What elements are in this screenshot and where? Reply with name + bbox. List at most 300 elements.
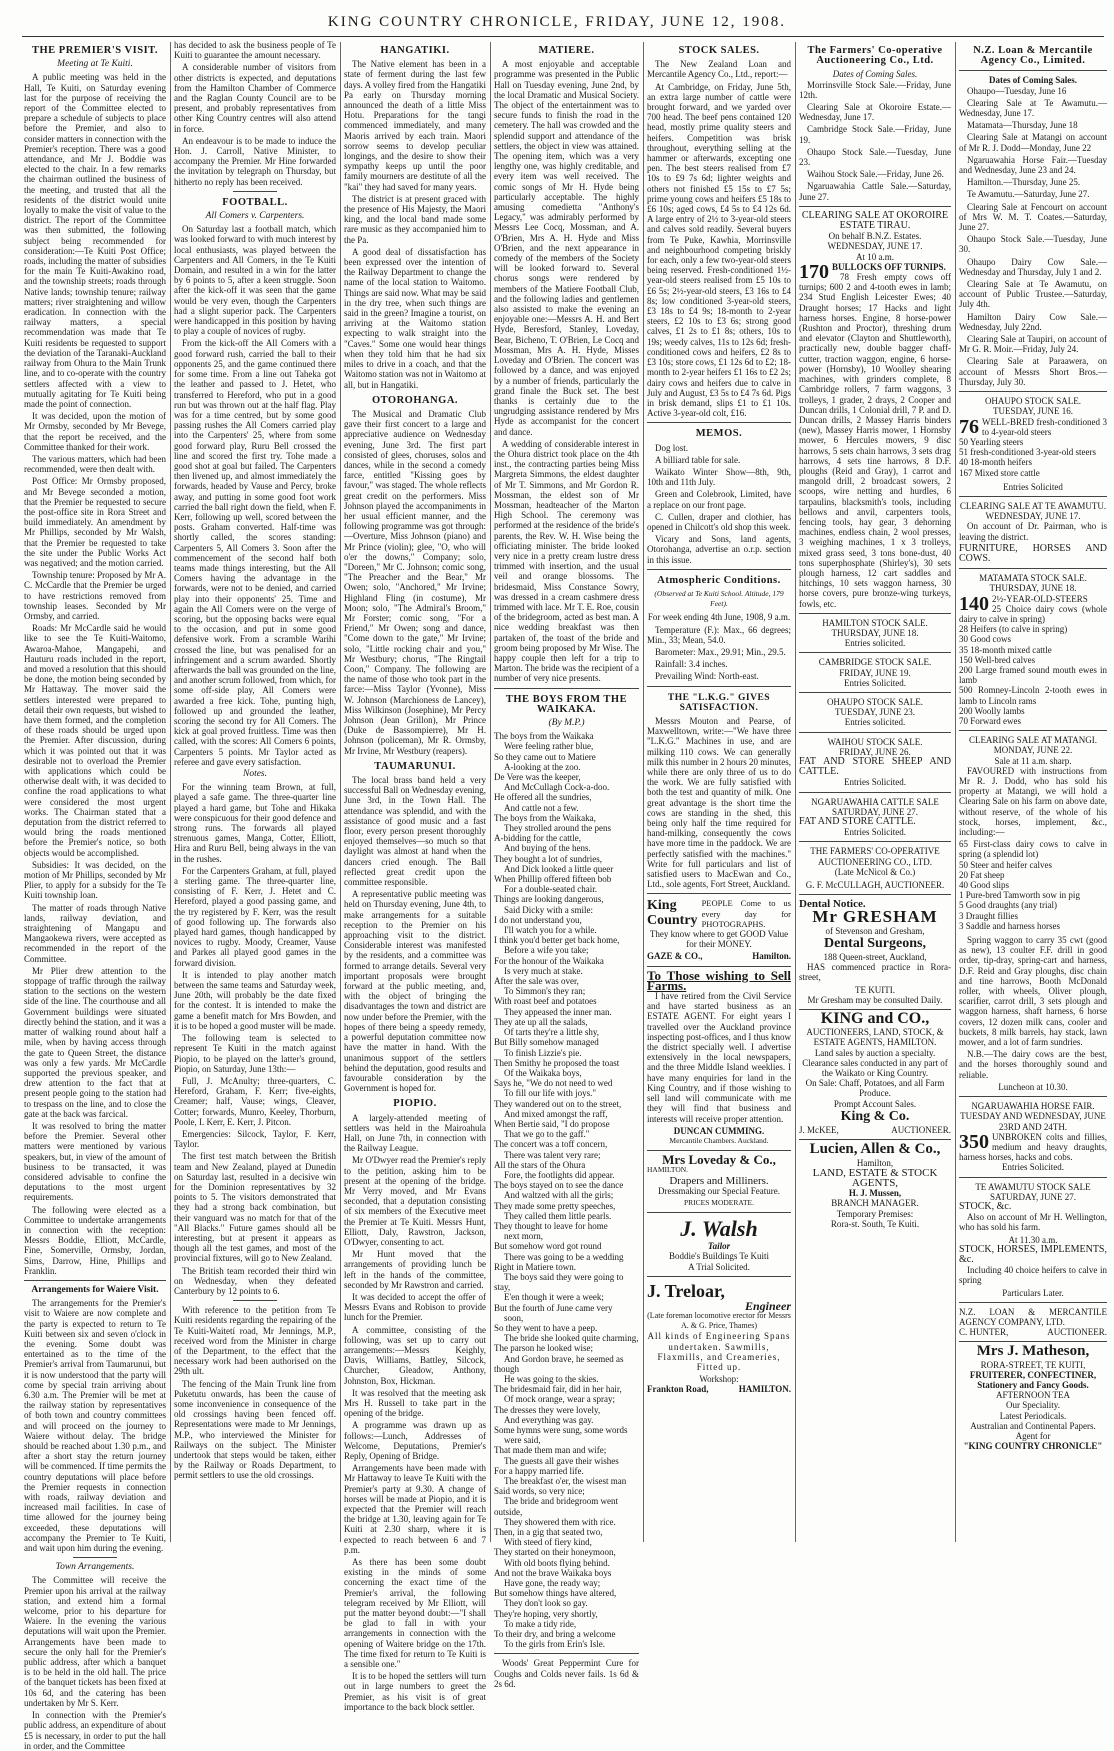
poem-line: The bride and bridegroom went (504, 1496, 618, 1507)
sale-item: STOCK, HORSES, IMPLEMENTS, &c. (959, 1243, 1107, 1265)
ad-text: HAS commenced practice in Rora-street, (799, 962, 951, 983)
lot-item: 70 Forward ewes (959, 715, 1021, 726)
memo-item: Green and Colebrook, Limited, have a replace on our front page. (647, 489, 791, 510)
sale-heading: CLEARING SALE AT OKOROIRE ESTATE TIRAU. (801, 209, 949, 232)
sale-item: FAT AND STORE SHEEP AND CATTLE. (799, 756, 951, 778)
separator (647, 422, 791, 423)
paragraph: It is to be hoped the settlers will turn out in large numbers to greet the Premier, as his visit is of great importance to the back block settler. (344, 1671, 486, 1712)
sale-date: Clearing Sale at Matangi on account of Mr R. J. Dodd—Monday, June 22 (959, 132, 1107, 153)
sale-entries: Entries solicited. (844, 717, 906, 728)
separator (647, 966, 791, 967)
poem-line: For the honour of the Waikaka (494, 955, 604, 966)
sale-date: THURSDAY, JUNE 18. (989, 583, 1077, 594)
separator (959, 568, 1107, 569)
poem-line: And McCullagh Cock-a-doo. (504, 782, 610, 793)
sale-date: FRIDAY, JUNE 19. (839, 667, 911, 678)
article-heading: MATIERE. (538, 45, 595, 56)
ad-headline: J. Walsh (680, 1216, 758, 1242)
separator (233, 1300, 277, 1301)
ad-headline: Country (647, 913, 698, 929)
section-heading: Notes. (242, 769, 267, 780)
lot-number: 170 (799, 260, 829, 283)
paragraph: A public meeting was held in the Hall, Te Kuiti, on Saturday evening last for the purpose of receiving the report of the Committee elected to prepare a schedule of subjects to place before the Premier, and also to consider matters in connection with the Premier's reception. There was a good attendance, and Mr J. Boddie was elected to the chair. In a few remarks the chairman outlined the business of the meeting, and trusted that all the residents of the district would unite loyally to make the visit of value to the district. The report of the Committee was then submitted, the following subject being recommended for consideration:—Te Kuiti Post Office; roads, including the matter of subsidies for the main Te Kuiti-Awakino road, and the township streets; roads through Native lands; township tenure; railway matters; river straightening and willow eradication. In connection with the railway matters, a special recommendation was made that Te Kuiti residents be requested to support the deviation of the Taranaki-Auckland railway from Ohura to the Main Trunk line, and to co-operate with the country settlers affected with a view to mutually agitating for Te Kuiti being made the point of connection. (24, 72, 166, 409)
sale-heading: HAMILTON STOCK SALE. (822, 617, 928, 628)
company-name: THE FARMERS' CO-OPERATIVE AUCTIONEERING CO., LTD. (810, 846, 940, 867)
separator (24, 1280, 166, 1281)
sale-heading: OHAUPO STOCK SALE. (826, 696, 924, 707)
ad-place: Hamilton. (752, 951, 791, 962)
paragraph: It was resolved that the meeting ask Mrs H. Russell to take part in the opening of the bridge. (344, 1387, 486, 1419)
column-divider (490, 42, 491, 1542)
ad-text: All kinds of Engineering Spans undertaken. Sawmills, Flaxmills, and Creameries, Fitted up. (647, 1331, 791, 1372)
paragraph: Mr O'Dwyer read the Premier's reply to the petition, asking him to be present at the opening of the bridge. Mr Verry moved, and Mr Evans seconded, that a deputation consisting of six members of the Executive meet the Premier at Te Kuiti. Messrs Hunt, Elliott, Daly, Rawstron, Jackson, O'Dwyer, consenting to act. (344, 1155, 486, 1247)
ad-address: 188 Queen-street, Auckland, (823, 952, 927, 963)
article-heading: THE "L.K.G." GIVES SATISFACTION. (667, 692, 771, 713)
sale-text: Also on account of Mr H. Wellington, who has sold his farm. (959, 1212, 1107, 1233)
poem-line: The boys from the Waikaka, (494, 812, 596, 823)
poem-line: He offered all the sundries, (494, 792, 592, 803)
poem-line: That made them man and wife; (494, 1445, 607, 1456)
poem-line: But the fourth of June came very (494, 1302, 613, 1313)
paragraph: Full, J. McAnulty; three-quarters, C. Hereford, Graham, F. Kerr; five-eights, Creamer; half, Vause; wings, Cleaver, Cotter; forwards, Munro, Keeley, Thorburn, Poole, I. Kerr, E. Kerr, J. Pitcon. (174, 1075, 336, 1127)
lot-item: 35 18-month mixed cattle (959, 644, 1052, 655)
ad-place: TE KUITI. (855, 984, 895, 995)
ad-text: Mr Gresham may be consulted Daily. (807, 994, 943, 1005)
poem-line: Before a wife you take; (504, 945, 589, 956)
poem-line: And buying of the hens. (504, 843, 591, 854)
poem-line: E'en though it were a week; (504, 1292, 604, 1303)
sale-entries: Entries Solicited. (844, 827, 906, 838)
paragraph: The first test match between the British team and New Zealand, played at Dunedin on Saturday last, resulted in a decisive win for the Dominion representatives by 32 points to 5. The visitors demonstrated that they had a strong back combination, but their vanguard was no match for that of the "All Blacks." Future games should all be interesting, but at present it appears as though all the test games, and most of the provincial fixtures, will go to New Zealand. (174, 1151, 336, 1264)
column-2 (174, 40, 336, 1545)
poem-line: They showered them with rice. (504, 1516, 616, 1527)
paragraph: An endeavour is to be made to induce the Hon. J. Carroll, Native Minister, to accompany the Premier. Mr Hine forwarded the invitation by telegraph on Thursday, but hitherto no reply has been received. (174, 135, 336, 187)
separator (799, 841, 951, 842)
separator (799, 792, 951, 793)
sale-item: STOCK, &c. (959, 1200, 1012, 1212)
poem-line: They appeased the inner man. (504, 1006, 612, 1017)
poem-line: All the stars of the Ohura (494, 1159, 586, 1170)
separator (799, 206, 951, 207)
poem-line: To the girls from Erin's Isle. (504, 1639, 605, 1650)
lot-item: 28 Heifers (to calve in spring) (959, 624, 1068, 635)
sale-time: Luncheon at 10.30. (998, 1081, 1068, 1092)
separator (959, 70, 1107, 71)
weather-line: Barometer: Max., 29.91; Min., 29.5. (655, 646, 786, 657)
ad-headline: King (647, 898, 677, 914)
paragraph: In connection with the Premier's public address, an expenditure of about £5 is necessary, in order to put the hall in order, and the Committee (24, 1710, 166, 1751)
ad-text: AUCTIONEERS, LAND, STOCK, & ESTATE AGENTS, HAMILTON. (806, 1027, 944, 1048)
sale-item: FURNITURE, HORSES AND COWS. (959, 542, 1107, 564)
article-heading: Atmospheric Conditions. (657, 574, 781, 586)
sale-text: On behalf B.N.Z. Estates. (828, 231, 922, 242)
poem-line: When Phillip offered fifteen bob (494, 874, 612, 885)
poem-line: Said Dicky with a smile: (504, 904, 593, 915)
poem-line: Fore, the footlights did appear. (504, 1169, 615, 1180)
paragraph: Mr Hunt moved that the arrangements of providing lunch be left in the hands of the committee, seconded by Mr Rawstron and carried. (344, 1249, 486, 1290)
ad-name: King & Co. (840, 1108, 910, 1124)
lot-item: 2½-YEAR-OLD-STEERS (992, 593, 1088, 604)
poem-line: They don't look so gay. (504, 1598, 588, 1609)
ad-text: (Late foreman locomotive erector for Messrs A. & G. Price, Thames) (647, 1310, 791, 1331)
poem-line: Things are looking dangerous, (494, 894, 604, 905)
poem-line: Said words, so very nice; (494, 1486, 585, 1497)
poem-line: The boys said they were going to (504, 1271, 624, 1282)
ad-text: I have retired from the Civil Service and have started business as an ESTATE AGENT. For eight years I travelled over the Auckland province inspecting post-offices, and I thus know the district specially well. I advertise extensively in the local newspapers, and the three Middle Island weeklies. I have many enquiries for land in the King Country, and if those wishing to sell land will communicate with me they will find that business and interests will receive proper attention. (647, 991, 791, 1124)
lot-item: 200 Large framed sound mouth ewes in lamb (959, 664, 1107, 686)
paragraph: A representative public meeting was held on Thursday evening, June 4th, to make arrangements for a suitable reception to the Premier on his approaching visit to the district. Considerable interest was manifested by the residents, and a committee was formed to arrange details. Several very important proposals were brought forward at the public meeting, and, with the object of bringing the disadvantages the town and district are now under before the Premier, with the hopes of there being a speedy remedy, a powerful deputation committee now have the matter in hand. With the unanimous support of the settlers behind the deputation, good results and favourable consideration by the Government is hoped for. (344, 889, 486, 1094)
paragraph: A committee, consisting of the following, was set up to carry out arrangements:—Messrs Keighly, Davis, Williams, Battley, Silcock, Churcher, Gleadow, Anthony, Johnston, Box, Hickman. (344, 1324, 486, 1386)
lot-item: 167 Mixed store cattle (959, 467, 1040, 478)
poem-line: After the sale was over, (494, 976, 579, 987)
paragraph: A good deal of dissatisfaction has been expressed over the intention of the Railway Department to change the name of the local station to Waitomo. Things are said now. What may be said in the dry tree, when such things are said in the green? Imagine a tourist, on arriving at the Waitomo station expecting to walk straight into the "Caves." Some one would hear things when they told him that he had six miles to drive in a coach, and that the Waitomo station was not in Waitomo at all, but in Hangatiki. (344, 246, 486, 390)
sale-item: FAT AND STORE CATTLE. (799, 816, 916, 828)
poem-line: There was talent very rare; (504, 1149, 601, 1160)
separator (959, 1096, 1107, 1097)
sale-heading: NGARUAWAHIA CATTLE SALE (811, 796, 939, 807)
lot-list: 78 Fresh empty cows off turnips; 600 2 and 4-tooth ewes in lamb; 234 Stud English Leicester Ewes; 40 Draught horses; 17 Hacks and light harness horses. Engine, 8 horse-power (Rushton and Proctor), threshing drum and elevator (Clayton and Shuttleworth), practically new, double bagger chaff-cutter, traction waggon, engine, 6 horse-power (Hornsby), 10 Woolley shearing machines, with grinders complete, 8 Cambridge rollers, 7 farm waggons, 3 trolleys, 1 grader, 2 drays, 2 Cooper and Duncan drills, 1 Colonial drill, 7 P. and D. Duncan drills, 2 Massey Harris binders (new), Massey Harris mower, 1 Hornsby mower, 6 Hercules mowers, 9 disc harrows, 5 sets chain harrows, 3 sets drag harrows, 4 sets tine harrows, 8 D.F. ploughs (Reid and Gray), 1 carrot and mangold drill, 2 broadcast sowers, 2 scoops, wire netting and hurdles, 6 tarpaulins, blacksmith's tools, including bellows and anvil, carpenters tools, fencing tools, hay gear, 3 dehorning machines, endless chain, 2 wool presses, 3 weighing machines, 1 x 3 trolleys, mixed grass seed, 3 tons bone-dust, 40 tons superphosphate (Shirley's), 30 sets plough harness, 12 cart saddles and hitchings, 10 sets waggon harness, 30 horse covers, pure bronze-wing turkeys, fowls, etc. (799, 272, 951, 609)
company-note: (Late McNicol & Co.) (834, 866, 916, 877)
poem-line: Of the Waikaka boys, (504, 1067, 582, 1078)
lot-item: UNBROKEN colts and fillies, medium and heavy draughts, harness horses, hacks and cobs. (959, 1131, 1107, 1163)
separator (647, 1276, 791, 1277)
column-6 (799, 40, 951, 1545)
poem-line: But somehow word got round (494, 1241, 602, 1252)
paragraph: The arrangements for the Premier's visit to Waiere are now complete and the party is expected to return to Te Kuiti between six and seven o'clock in the evening. Some doubt was entertained as to the time of the Premier's arrival from Taumarunui, but it is now understood that the party will come by special train arriving about 6.30 a.m. The Premier will be met at the railway station by representatives of both town and country committees and will proceed on the journey to Waiere without delay. The bridge should be reached about 1.30 p.m., and after a short stay the return journey will be commenced. If time permits the country deputations will place before the Premier requests in connection with roads, railway deviation and increased mail facilities. In case of time allowed for the journey being exceeded, these deputations will accompany the Premier to Te Kuiti, and wait upon him during the evening. (24, 1298, 166, 1554)
column-7 (959, 40, 1107, 1545)
sale-heading: CAMBRIDGE STOCK SALE. (818, 657, 932, 668)
ad-text: Workshop: (699, 1374, 739, 1385)
ad-address: Mercantile Chambers. Auckland. (669, 1135, 769, 1145)
top-rule (22, 36, 1104, 37)
poem-line: They bought a lot of sundries, (494, 853, 602, 864)
poem-line: To Simmon's they ran; (504, 986, 586, 997)
lot-item: 200 Woolly lambs (959, 705, 1025, 716)
column-5 (647, 40, 791, 1545)
lot-item: 25 Choice dairy cows (whole dairy to calve in spring) (959, 603, 1107, 624)
ad-company: GAZE & CO., (647, 951, 703, 962)
ad-headline: To Those wishing to Sell Farms. (647, 967, 791, 993)
separator (73, 1557, 117, 1558)
sale-date: Clearing Sale at Te Awamutu.—Wednesday, June 17. (959, 97, 1107, 119)
lot-item: 150 Well-bred calves (959, 654, 1036, 665)
section-heading: Arrangements for Waiere Visit. (31, 1284, 159, 1295)
poem-line: I do not understand you, (494, 914, 582, 925)
sale-date: Ohaupo Stock Sale.—Tuesday, June 30. (959, 234, 1107, 255)
sale-date: Clearing Sale at Fencourt on account of Mrs W. M. T. Coates.—Saturday, June 27. (959, 201, 1107, 233)
memo-item: Dog lost. (655, 442, 689, 453)
section-heading: Dates of Coming Sales. (832, 69, 918, 80)
sale-date: Clearing Sale at Okoroire Estate.—Wednesday, June 17. (799, 102, 951, 123)
lot-item: 20 Fat sheep (959, 869, 1005, 880)
poem-line: And Dick looked a little queer (504, 863, 614, 874)
column-1 (24, 40, 166, 1751)
paragraph: The various matters, which had been recommended, were then dealt with. (24, 453, 166, 475)
lot-item: 65 First-class dairy cows to calve in spring (a splendid lot) (959, 839, 1107, 860)
newspaper-title: KING COUNTRY CHRONICLE, FRIDAY, JUNE 12, 1908. (327, 14, 787, 30)
ad-text: Australian and Continental Papers. (970, 1420, 1096, 1431)
poem-line: With old boots flying behind. (504, 1557, 610, 1568)
memo-item: A billiard table for sale. (655, 454, 741, 465)
poem-line: With roast beef and potatoes (494, 996, 597, 1007)
paragraph: At Cambridge, on Friday, June 5th, an extra large number of cattle were brought forward, and we yarded over 700 head. The beef pens contained 120 head, mostly prime quality steers and heifers. Competition was brisk throughout, everything selling at the hammer or afterwards, excepting one pen. The best steers realised from £7 10s to £9 7s 6d; lighter weights and others not finished £5 15s to £7 5s; prime young cows and heifers £5 18s to £6 10s; aged cows, £4 5s to £4 12s 6d. A large entry of 2½ to 3-year-old steers and calves sold readily. Several buyers from Te Puke, Kawhia, Morrinsville and neighbourhood competing briskly for each, only a few two-year-old steers being reserved. Fresh-conditioned 1½-year-old steers realised from £5 10s to £6 5s; 2½-year-old steers, £3 16s to £4 8s; low conditioned 3-year-old steers, £3 18s to £4 9s; 18-month to 2-year steers, £2 10s to £3 6s; strong good calves, £1 2s to £1 8s; others, 10s to 19s; weedy calves, 11s to 12s 6d; fresh-conditioned cows and heifers, £2 8s to £3 10s; store cows, £1 12s 6d to £2; 18-month to 2-year heifers £1 16s to £2 2s; dairy cows and heifers due to calve in July and August, £3 5s to £4 7s 6d. Pigs in brisk demand, slips £1 to £1 10s. Active 3-year-old colt, £16. (647, 81, 791, 419)
sale-date: Clearing Sale at Te Awamutu, on account of Public Trustee.—Saturday, July 4th. (959, 279, 1107, 310)
sale-date: SATURDAY, JUNE 27. (831, 806, 919, 817)
separator (647, 1150, 791, 1151)
ad-name: DUNCAN CUMMING. (673, 1125, 765, 1136)
weather-line: Temperature (F.): Max., 66 degrees; Min., 33; Mean, 54.0. (647, 624, 791, 645)
separator (799, 613, 951, 614)
lot-item: 500 Romney-Lincoln 2-tooth ewes in lamb to Lincoln rams (959, 685, 1107, 706)
separator (494, 688, 639, 689)
lot-item: WELL-BRED fresh-conditioned 3 to 4-year-old steers (982, 416, 1107, 437)
lot-item: 1 Pure-bred Tamworth sow in pig (959, 890, 1080, 901)
paragraph: The Musical and Dramatic Club gave their first concert to a large and appreciative audience on Wednesday evening, June 3rd. The first part consisted of glees, choruses, solos and dances, while in the second a comedy farce, entitled "Kissing goes by favour," was staged. The whole reflects great credit on the performers. Miss Johnson played the accompaniments in her usual efficient manner, and the following programme was got through:—Overture, Miss Johnson (piano) and Mr Prince (violin); glee, "O, who will o'er the downs," Company; solo, "Doreen," Mr C. Johnson; comic song, "The Preacher and the Bear," Mr Owen; solo, "Anchored," Mr Irvine; Highland Fling (in costume), Mr Moon; solo, "The Admiral's Broom," Mr Forster; comic song, "For a Friend," Mr Owen; song and dance, "Come down to the gate," Mr Irvine; solo, "Little rocking chair and you," Mr Westbury; chorus, "The Ringtail Coon," Company. The following are the name of those who took part in the farce:—Miss Taylor (Yvonne), Miss W. Johnson (Marchioness de Lancey), Miss Wilkinson (Josephine), Mr Percy Johnson (Jean Grillon), Mr Prince (Duke de Bassompierre), Mr H. Johnson (policeman), Mr R. Ormsby, Mr Irvine, Mr Westbury (reapers). (344, 408, 486, 756)
ad-text: Temporary Premises: (836, 1208, 914, 1219)
ad-place: HAMILTON. (738, 1384, 791, 1395)
poem-line: next morn, (504, 1231, 543, 1242)
lot-item: 3 Draught fillies (959, 910, 1018, 921)
poem-line: Of mock orange, wear a spray; (504, 1394, 615, 1405)
paragraph: Subsidies: It was decided, on the motion of Mr Phillips, seconded by Mr Plier, to apply for a subsidy for the Te Kuiti township loan. (24, 859, 166, 901)
paragraph: A most enjoyable and acceptable programme was presented in the Public Hall on Tuesday evening, June 2nd, by the local Dramatic and Musical Society. The object of the entertainment was to secure funds to finish the road in the cemetery. The hall was crowded and the splendid support and attendance of the settlers, the object in view was attained. The opening item, which was a very lengthy one, was highly creditable, and every item was well received. The comic songs of Mr H. Hyde being particularly acceptable. The highly amusing comedietta "Anthony's Legacy," was admirably performed by Messrs Lee Cocq, Mossman, and A. O'Brien, Mrs A. H. Hyde and Miss O'Brien, and the next appearance in comedy of the members of the Society will be looked forward to. Several chorus songs were rendered by members of the Matiere Football Club, and the following ladies and gentlemen also assisted to make the evening an enjoyable one:—Messrs A. H. and Bert Hyde, Beresford, Stanley, Loveday, Bear, Bicheno, T. O'Brien, Le Cocq and Mossman, Mrs A. H. Hyde, Misses Loveday and O'Brien. The concert was followed by a dance, and was enjoyed by a number of friends, particularly the grand finale the Buck set. The best thanks is certainly due to the ungrudging assistance rendered by Mrs Hyde as accompanist for the concert and dance. (494, 59, 639, 437)
paragraph: The following were elected as a Committee to undertake arrangements in connection with the reception: Messrs Boddie, Elliott, McCardle, Fine, Somerville, Ormsby, Jordan, Sims, Darrow, Hine, Phillips and Franklin. (24, 1204, 166, 1276)
separator (959, 1177, 1107, 1178)
poem (494, 731, 639, 1649)
poem-line: I'll watch you for a while. (504, 925, 597, 936)
lot-list (959, 839, 1107, 931)
poem-line: And not the brave Waikaka boys (494, 1567, 612, 1578)
poem-line: The bride she looked quite charming, (504, 1333, 639, 1344)
poem-line: When Bertie said, "I do propose (494, 1118, 610, 1129)
poem-line: They thought to leave for home (494, 1220, 608, 1231)
sale-heading: CLEARING SALE AT MATANGI. (968, 735, 1098, 746)
poem-line: The dresses they were lovely, (494, 1404, 601, 1415)
poem-line: That we go to the gaff." (504, 1129, 590, 1140)
paragraph: Emergencies: Silcock, Taylor, F. Kerr, Taylor. (174, 1128, 336, 1150)
sale-date: WEDNESDAY, JUNE 17. (985, 511, 1081, 522)
ad-address: Rora-st. South, Te Kuiti. (830, 1218, 920, 1229)
sale-entries: Entries Solicited. (844, 677, 906, 688)
lot-number: 140 (959, 592, 989, 615)
poem-line: So they went to have a peep. (494, 1322, 598, 1333)
poem-line: They started on their honeymoon, (494, 1547, 616, 1558)
poem-line: De Vere was the keeper, (494, 772, 581, 783)
paragraph: has decided to ask the business people of Te Kuiti to guarantee the amount necessary. (174, 40, 336, 61)
ad-headline: J. Treloar, (647, 1280, 725, 1301)
ad-text: Prompt Account Sales. (833, 1098, 917, 1109)
column-divider (795, 42, 796, 1542)
company-name: N.Z. LOAN & MERCANTILE AGENCY COMPANY, LTD. (959, 1306, 1107, 1327)
poem-line: Says he, "We do not need to wed (494, 1078, 613, 1089)
separator (959, 496, 1107, 497)
sale-entries: Entries Solicited. (844, 777, 906, 788)
auctioneer: J. McKEE, (799, 1125, 839, 1136)
poem-line: And Gordon brave, he seemed as (504, 1353, 624, 1364)
separator (799, 732, 951, 733)
weather-line: Rainfall: 3.4 inches. (655, 659, 728, 670)
poem-line: The parson he looked wise; (494, 1343, 593, 1354)
ad-headline: Dental Notice. (799, 898, 866, 911)
lot-item: 50 Steer and heifer calves (959, 859, 1052, 870)
separator (233, 191, 277, 192)
ad-text: BRANCH MANAGER. (831, 1198, 919, 1209)
poem-line: Right in Matiere town. (494, 1261, 576, 1272)
auctioneer-title: AUCTIONEER. (891, 1125, 951, 1136)
paragraph: From the kick-off the All Comers with a good forward rush, carried the ball to their opponents 25, and the game continued there for some time. From a line out Taheka got the leather and passed to J. Hetet, who transferred to Hereford, who put in a good run but was thrown out at the half flag. Play was for a time centred, but by some good passing rushes the All Comers carried play into the Carpenters' 25, where from some good forward play, Ruru Bell crossed the line and scored the first try. Tohe made a good shot at goal but failed. The Carpenters then livened up, and almost immediately the forwards, headed by Vause and Percy, broke away, and putting in some good foot work carried the ball right down the field, when F. Kerr, following up well, scored between the posts. Graham converted. Half-time was shortly called, the scores standing: Carpenters 5, All Comers 3. Soon after the commencement of the second half both teams made things interesting, but the All Comers having the advantage in the forwards, were not to be denied, and carried play into their opponents' 25. Time and again the All Comers were on the verge of scoring, but the opposing backs were equal to the occasion, and put in some good defensive work. From a scramble Warihi crossed the line, but was penalised for an infringement and a scrum awarded. Shortly afterwards the ball was grounded on the line, and another scrum followed, from which, for some off-side play, All Comers were awarded a free kick. Tohe, punting high, followed up and grounded the leather, scoring the second try for All Comers. The kick at goal proved fruitless. Time was then called, with the scores: All Comers 6 points, Carpenters 5 points. Mr Taylor acted as referee and gave every satisfaction. (174, 338, 336, 767)
article-subheading: All Comers v. Carpenters. (205, 211, 305, 222)
sale-date: Clearing Sale at Paraawera, on account of Messrs Short Bros.—Thursday, July 30. (959, 356, 1107, 387)
ad-text: Clearance sales conducted in any part of the Waikato or King Country. (802, 1057, 948, 1079)
sale-date: SATURDAY, JUNE 27. (989, 1191, 1077, 1202)
paragraph: Post Office: Mr Ormsby proposed, and Mr Bevege seconded a motion, that the Premier be requested to secure the post-office site in Rora Street and build immediately. An amendment by Mr Phillips, seconded by Mr Walsh, that the Premier be requested to take the site under the Public Works Act was negatived; and the motion carried. (24, 476, 166, 568)
separator (647, 569, 791, 570)
ad-text: Land sales by auction a specialty. (814, 1047, 936, 1058)
poem-line: To finish Lizzie's pie. (504, 1047, 582, 1058)
paragraph: The district is at present graced with the presence of His Majesty, the Maori king, and the local band made some rare music as they accompanied him to the Pa. (344, 193, 486, 245)
paragraph: For the winning team Brown, at full, played a safe game. The three-quarter line played a hard game, but Tohe and Hikaka were conspicuous for their good defence and strong runs. The forwards all played strenuous games, Manga, Cotter, Elliott, Hira and Ruru Bell, being always in the van in the rushes. (174, 782, 336, 864)
article-heading: THE PREMIER'S VISIT. (31, 45, 159, 56)
paragraph: As there has been some doubt existing in the minds of some concerning the exact time of the Premier's arrival, the following telegram received by Mr Elliott, will put the matter beyond doubt:—"I shall be glad to fall in with your arrangements in connection with the opening of Waitere bridge on the 17th. The time fixed for return to Te Kuiti is a sensible one." (344, 1557, 486, 1670)
paragraph: The New Zealand Loan and Mercantile Agency Co., Ltd., report:— (647, 59, 791, 80)
sale-heading: OHAUPO STOCK SALE. (984, 396, 1082, 407)
ad-text: Stationery and Fancy Goods. (977, 1379, 1089, 1390)
ad-text: LAND, ESTATE & STOCK AGENTS, (812, 1166, 938, 1189)
poem-line: For a happy married life. (494, 1465, 584, 1476)
paragraph: A largely-attended meeting of settlers was held in the Mairoahula Hall, on June 7th, in connection with the Railway League. (344, 1112, 486, 1154)
ad-text: Tailor (707, 1241, 731, 1252)
column-divider (955, 42, 956, 1542)
paragraph: The Native element has been in a state of ferment during the last few days. A volley fired from the Hangatiki Pa early on Thursday morning announced the death of a little Miss Hotu. Preparations for the tangi commenced immediately, and many Maoris arrived by each train. Maori sorrow seems to develop peculiar longings, and the desire to show their sympathy keeps up until the poor family mourners are destitute of all the "kai" they had saved for many years. (344, 59, 486, 192)
ad-text: of Stevenson and Gresham, (825, 925, 925, 936)
paragraph: For the Carpenters Graham, at full, played a sterling game. The three-quarter line, consisting of F. Kerr, J. Hetet and C. Hereford, played a good passing game, and the try registered by F. Kerr, was the result of good following up. The forwards also played hard games, though handicapped by novices to rugby. Moody, Creamer, Vause and Parkes all played good games in the forward division. (174, 865, 336, 968)
ad-text: Agent for (1015, 1430, 1051, 1441)
poem-line: The boys stayed on to see the dance (494, 1180, 624, 1191)
paragraph: The British team recorded their third win on Wednesday, when they defeated Canterbury by 12 points to 6. (174, 1265, 336, 1296)
poem-line: Then Smithy he proposed the toast (494, 1057, 620, 1068)
paragraph: Township tenure: Proposed by Mr A. C. McCardle that the Premier be urged to have restrictions removed from township leases. Seconded by Mr Ormsby, and carried. (24, 570, 166, 621)
paragraph: The local brass band held a very successful Ball on Wednesday evening, June 3rd, in the Town Hall. The attendance was splendid, and with the assistance of good music and a fast floor, every person present thoroughly enjoyed themselves—so much so that daylight was almost at hand when the dancers cried enough. The Ball reflected great credit upon the committee responsible. (344, 775, 486, 888)
sale-date: TUESDAY AND WEDNESDAY, JUNE 23RD AND 24TH. (960, 1111, 1106, 1132)
sale-text: N.B.—The dairy cows are the best, and the horses thoroughly sound and reliable. (959, 1049, 1107, 1080)
ad-headline: Mrs Loveday & Co., (662, 1152, 776, 1168)
paragraph: The matter of roads through Native lands, railway deviation, and straightening of Mangapu and Mangaokewa rivers, were accepted as recommended in the report of the Committee. (24, 902, 166, 964)
advertiser-heading: N.Z. Loan & Mercantile Agency Co., Limited. (973, 45, 1093, 67)
sale-time: At 11.30 a.m. (1008, 1234, 1058, 1245)
separator (959, 730, 1107, 731)
sale-date: Hamilton.—Thursday, June 25. (967, 177, 1081, 188)
poem-byline: (By M.P.) (548, 718, 585, 728)
auctioneer: C. HUNTER, (959, 1327, 1009, 1338)
paragraph: The following team is selected to represent Te Kuiti in the match against Piopio, to be played on the latter's ground, Piopio, on Saturday, June 13th:— (174, 1033, 336, 1074)
ad-text: On Sale: Chaff, Potatoes, and all Farm Produce. (805, 1078, 945, 1099)
lot-item: 5 Good draughts (any trial) (959, 900, 1057, 911)
paragraph: On Saturday last a football match, which was looked forward to with much interest by local enthusiasts, was played between the Carpenters and All Comers, in the Te Kuiti Domain, and resulted in a win for the latter by 6 points to 5, after a keen struggle. Soon after the kick-off it was seen that the game would be very even, though the Carpenters had a slight superior pack. The Carpenters were handicapped in this position by having to play a couple of novices of rugby. (174, 224, 336, 337)
ad-address: Boddie's Buildings Te Kuiti (668, 1251, 770, 1262)
ad-place: Hamilton, (856, 1157, 894, 1168)
sale-entries: Entries Solicited. (1002, 1162, 1064, 1173)
ad-name: Lucien, Allen & Co., (809, 1141, 941, 1158)
ad-text: FRUITERER, CONFECTINER, (969, 1369, 1097, 1380)
sale-time: At 10 a.m. (856, 251, 894, 262)
poem-line: I think you'd better get back home, (494, 935, 620, 946)
memo-item: Waikato Winter Show—8th, 9th, 10th and 11th July. (647, 466, 791, 488)
poem-line: They ate up all the salads, (494, 1016, 588, 1027)
lot-number: 350 (959, 1130, 989, 1153)
ad-headline: Dental Surgeons, (824, 935, 926, 951)
sale-entries: Entries solicited. (844, 638, 906, 649)
masthead (0, 0, 1114, 40)
poem-line: So they came out to Matiere (494, 751, 596, 762)
sale-date: Morrinsville Stock Sale.—Friday, June 12th. (799, 79, 951, 100)
poem-line: Have gone, the ready way; (504, 1578, 601, 1589)
column-divider (340, 42, 341, 1542)
paragraph: It was decided, upon the motion of Mr Ormsby, seconded by Mr Bevege, that the report be received, and the Committee thanked for their work. (24, 411, 166, 452)
poem-line: were said, (504, 1435, 541, 1446)
poem-line: And waltzed with all the girls; (504, 1190, 614, 1201)
sale-date: TUESDAY, JUNE 23. (834, 707, 915, 718)
sale-text: FAVOURED with instructions from Mr R. J. Dodd, who has sold his property at Matangi, we will hold a Clearing Sale on his farm on above date, without reserve, of the whole of his stock, horses, implement, &c., including:— (959, 765, 1107, 838)
poem-line: outside, (494, 1506, 523, 1517)
ad-text: A Trial Solicited. (688, 1261, 750, 1272)
sale-date: Hamilton Dairy Cow Sale.—Wednesday, July 22nd. (959, 311, 1107, 332)
poem-line: To make a tidy ride, (504, 1618, 577, 1629)
poem-line: though (494, 1363, 520, 1374)
sale-date: Ohaupo Dairy Cow Sale.—Wednesday and Thursday, July 1 and 2. (959, 256, 1107, 277)
memo-item: Vicary and Sons, land agents, Otorohanga, advertise an o.r.p. section in this issue. (647, 534, 791, 565)
ad-name: Mr GRESHAM (812, 907, 938, 927)
separator (799, 652, 951, 653)
ad-text: PEOPLE Come to us every day for PHOTOGRAPHS. (701, 898, 791, 929)
separator (799, 692, 951, 693)
separator (799, 894, 951, 895)
poem-line: A-looking at the zoo. (504, 761, 581, 772)
poem-line: With steed of fiery kind, (504, 1537, 592, 1548)
poem-line: But Billy somehow managed (494, 1037, 599, 1048)
paragraph: A programme was drawn up as follows:—Lunch, Addresses of Welcome, Deputations, Premier's Reply, Opening of Bridge. (344, 1420, 486, 1462)
ad-text: Engineer (744, 1298, 791, 1313)
poem-heading: THE BOYS FROM THE WAIKAKA. (505, 693, 628, 715)
ad-name: Mrs J. Matheson, (976, 1343, 1090, 1360)
ad-text: Drapers and Milliners. (669, 1174, 769, 1187)
section-heading: Dates of Coming Sales. (989, 75, 1077, 86)
sale-entries: Entries Solicited (1003, 481, 1063, 492)
section-heading: Town Arrangements. (55, 1562, 135, 1573)
ad-text: AFTERNOON TEA (995, 1390, 1071, 1401)
poem-line: They made some pretty speeches, (494, 1200, 616, 1211)
paragraph: A wedding of considerable interest in the Ohura district took place on the 4th inst., the contracting parties being Miss Margreta Simmons, the eldest daughter of Mr T. Simmons, and Mr Gordon R. Mossman, the eldest son of Mr Mossman, headteacher of the Marton High School. The ceremony was performed at the residence of the bride's parents, the Rev. W. H. Wise being the officiating minister. The bride looked very nice in a pretty cream lustre dress trimmed with insertion, and the usual veil and orange blossoms. The bridesmaid, Miss Constance Sowry, was dressed in a cream cashmere dress trimmed with lace. Mr T. E. Roe, cousin of the bridegroom, acted as best man. A nice wedding breakfast was then partaken of, the toast of the bride and groom being proposed by Mr Wise. The happy couple then left for a trip to Marton. The bride was the recipient of a number of very nice presents. (494, 438, 639, 684)
poem-line: Is very much at stake. (504, 965, 583, 976)
poem-line: They wandered out on to the street, (494, 1098, 622, 1109)
article-heading: PIOPIO. (393, 1098, 437, 1110)
lot-item: 50 Yearling steers (959, 436, 1024, 447)
poem-line: They're hoping, very shortly, (494, 1608, 598, 1619)
loveday-advertisement (647, 1152, 791, 1208)
poem-line: soon, (504, 1312, 524, 1323)
poem-line: For a double-seated chair. (504, 884, 597, 895)
paragraph: It was decided to accept the offer of Messrs Evans and Robison to provide lunch for the Premier. (344, 1291, 486, 1323)
sale-date: Ngaruawahia Cattle Sale.—Saturday, June 27. (799, 181, 951, 202)
separator (647, 1212, 791, 1213)
article-heading: TAUMARUNUI. (374, 760, 456, 772)
sale-date: Ngaruawahia Horse Fair.—Tuesday and Wednesday, June 23 and 24. (959, 154, 1107, 176)
article-heading: FOOTBALL. (222, 196, 288, 208)
ad-name: KING and CO., (820, 1010, 930, 1028)
sale-date: MONDAY, JUNE 22. (993, 745, 1073, 756)
article-subheading: (Observed at Te Kuiti School. Altitude, 179 Feet). (654, 588, 784, 609)
ad-name: H. J. Mussen, (848, 1188, 902, 1199)
ad-text: PRICES MODERATE. (683, 1197, 754, 1207)
